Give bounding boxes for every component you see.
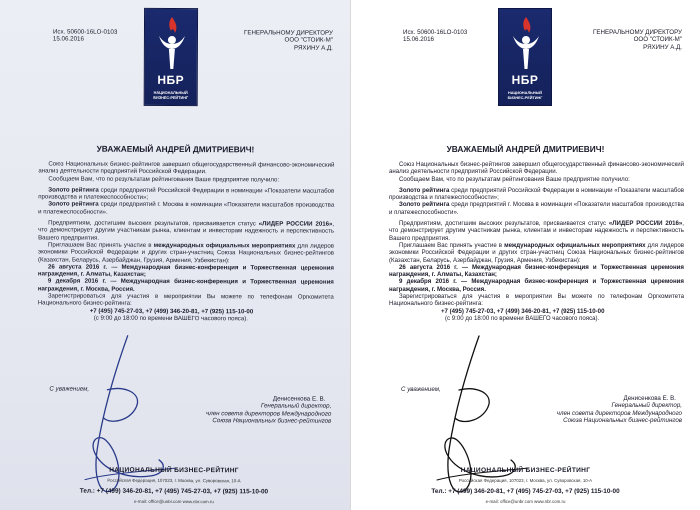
paragraph-invitation <box>389 242 684 264</box>
award-russia-text: среди предприятий Российской Федерации в номинации «Показатели масштабов производства и платежеспособности»; <box>389 186 684 202</box>
invitation-text-end: для лидеров экономики Российской Федерации и других стран-участниц Союза Национальных бизнес-рейтингов (Казахстан, Беларусь, Азербайджан, Грузия, Армения, Узбекистан): <box>389 241 685 264</box>
footer-organization: НАЦИОНАЛЬНЫЙ БИЗНЕС-РЕЙТИНГ <box>460 467 591 474</box>
event-moscow: 9 декабря 2016 г. — Международная бизнес-конференция и Торжественная церемония награждения, г. Москва, Россия. <box>37 277 334 293</box>
status-title: «ЛИДЕР РОССИИ 2016» <box>258 220 333 228</box>
registration-hours: (с 9:00 до 18:00 по времени ВАШЕГО часового пояса). <box>93 314 249 323</box>
footer-contacts: e-mail: office@unbr.com www.nbr.com.ru <box>134 498 214 505</box>
award-moscow-title: Золото рейтинга <box>48 200 99 209</box>
torch-icon <box>499 9 553 73</box>
invitation-events-title: международных официальных мероприятиях <box>153 241 296 250</box>
registration-phones: +7 (495) 745-27-03, +7 (499) 346-20-81, +7 (925) 115-10-00 <box>441 307 605 315</box>
logo-name-line2: БИЗНЕС-РЕЙТИНГ <box>507 95 543 100</box>
addressee-line2: ООО "СТОИК-М" <box>633 36 682 44</box>
award-russia <box>389 187 684 202</box>
letter-date: 15.06.2016 <box>403 36 434 44</box>
ref-number: Исх. 50600-16LO-0103 <box>52 28 118 36</box>
closing: С уважением, <box>401 386 441 393</box>
letter-body <box>389 161 684 322</box>
footer-phones: Тел.: +7 (499) 346-20-81, +7 (495) 745-27-03, +7 (925) 115-10-00 <box>79 487 269 496</box>
event-moscow: 9 декабря 2016 г. — Международная бизнес-конференция и Торжественная церемония награждения, г. Москва, Россия. <box>389 278 684 293</box>
signer-title2: член совета директоров Международного <box>556 409 682 417</box>
status-title: «ЛИДЕР РОССИИ 2016» <box>608 220 683 228</box>
signer-title3: Союза Национальных бизнес-рейтингов <box>212 417 332 425</box>
status-text-end: , что демонстрирует другим участникам рынка, клиентам и инвесторам надежность и перспективность Вашего предприятия. <box>38 220 335 242</box>
addressee-line3: РЯХИНУ А.Д. <box>293 44 333 52</box>
document-reference <box>53 28 117 43</box>
event-almaty: 26 августа 2016 г. — Международная бизнес-конференция и Торжественная церемония награждения, г. Алматы, Казахстан; <box>37 263 334 279</box>
signer-name: Денисенкова Е. В. <box>623 395 676 402</box>
document-reference <box>403 29 467 44</box>
signer-name: Денисенкова Е. В. <box>272 395 326 403</box>
award-moscow-text: среди предприятий г. Москва в номинации «Показатели масштабов производства и платежеспособности». <box>389 201 684 216</box>
award-russia <box>38 186 334 202</box>
nbr-logo <box>498 8 552 106</box>
addressee-line1: ГЕНЕРАЛЬНОМУ ДИРЕКТОРУ <box>593 29 682 36</box>
closing: С уважением, <box>49 385 90 393</box>
logo-abbreviation: НБР <box>511 73 539 87</box>
paragraph-analysis: Союз Национальных бизнес-рейтингов завершил общегосударственный финансово-экономический анализ деятельности предприятий Российской Федерации. <box>38 160 335 176</box>
signer-title2: член совета директоров Международного <box>206 409 332 418</box>
footer-contacts: e-mail: office@unbr.com www.nbr.com.ru <box>485 499 566 504</box>
paragraph-analysis: Союз Национальных бизнес-рейтингов завершил общегосударственный финансово-экономический анализ деятельности предприятий Российской Федерации. <box>389 161 684 176</box>
logo-name-line1: НАЦИОНАЛЬНЫЙ <box>153 90 188 96</box>
addressee-line1: ГЕНЕРАЛЬНОМУ ДИРЕКТОРУ <box>243 29 333 37</box>
letter-sheet-scan <box>351 0 700 510</box>
addressee-block <box>593 29 682 51</box>
nbr-logo <box>144 8 198 106</box>
signer-title1: Генеральный директор, <box>611 402 682 410</box>
award-moscow <box>389 201 684 216</box>
invitation-text-start: Приглашаем Вас принять участие в <box>399 241 505 249</box>
salutation: УВАЖАЕМЫЙ АНДРЕЙ ДМИТРИЕВИЧ! <box>446 144 605 154</box>
paragraph-results: Сообщаем Вам, что по результатам рейтингования Ваше предприятие получило: <box>48 175 280 184</box>
addressee-line2: ООО "СТОИК-М" <box>284 36 333 45</box>
footer-address: Российская Федерация, 107023, г. Москва, ул. Суворовская, 10-А <box>458 478 593 483</box>
torch-icon <box>145 9 199 73</box>
award-russia-title: Золото рейтинга <box>48 186 99 194</box>
invitation-events-title: международных официальных мероприятиях <box>504 241 646 249</box>
footer-address: Российская Федерация, 107023, г. Москва, ул. Суворовская, 10-А <box>107 477 241 484</box>
status-text-start: Предприятиям, достигшим высоких результатов, присваивается статус <box>399 220 609 228</box>
logo-name <box>147 91 195 100</box>
invitation-text-end: для лидеров экономики Российской Федерации и других стран-участниц Союза Национальных бизнес-рейтингов (Казахстан, Беларусь, Азербайджан, Грузия, Армения, Узбекистан): <box>37 242 335 264</box>
logo-name-line2: БИЗНЕС-РЕЙТИНГ <box>153 95 189 100</box>
registration-hours: (с 9:00 до 18:00 по времени ВАШЕГО часового пояса). <box>445 314 600 322</box>
addressee-block <box>244 29 333 52</box>
paragraph-invitation <box>38 241 334 264</box>
footer-organization: НАЦИОНАЛЬНЫЙ БИЗНЕС-РЕЙТИНГ <box>109 466 239 475</box>
logo-name-line1: НАЦИОНАЛЬНЫЙ <box>507 91 543 95</box>
paragraph-status <box>38 219 334 242</box>
letter-body <box>38 160 335 323</box>
salutation: УВАЖАЕМЫЙ АНДРЕЙ ДМИТРИЕВИЧ! <box>96 143 255 155</box>
document-scan-panel <box>350 0 700 510</box>
award-russia-text: среди предприятий Российской Федерации в номинации «Показатели масштабов производства и платежеспособности»; <box>38 186 335 202</box>
award-moscow-title: Золото рейтинга <box>399 201 450 209</box>
award-moscow <box>38 201 334 217</box>
event-almaty: 26 августа 2016 г. — Международная бизнес-конференция и Торжественная церемония награждения, г. Алматы, Казахстан; <box>389 263 684 279</box>
award-russia-title: Золото рейтинга <box>399 186 450 194</box>
paragraph-status <box>389 220 684 242</box>
award-moscow-text: среди предприятий г. Москва в номинации «Показатели масштабов производства и платежеспособности». <box>38 201 335 216</box>
registration-phones: +7 (495) 745-27-03, +7 (499) 346-20-81, +7 (925) 115-10-00 <box>89 307 254 315</box>
footer-phones: Тел.: +7 (499) 346-20-81, +7 (495) 745-27-03, +7 (925) 115-10-00 <box>431 488 620 495</box>
handwritten-signature <box>419 330 539 510</box>
paragraph-registration: Зарегистрироваться для участия в мероприятии Вы можете по телефонам Оргкомитета Национального бизнес-рейтинга: <box>389 293 684 308</box>
logo-name <box>501 91 549 100</box>
paragraph-results: Сообщаем Вам, что по результатам рейтингования Ваше предприятие получило: <box>399 175 630 183</box>
ref-number: Исх. 50600-16LO-0103 <box>403 29 468 36</box>
status-text-start: Предприятиям, достигшим высоких результатов, присваивается статус <box>48 219 259 228</box>
paragraph-registration: Зарегистрироваться для участия в мероприятии Вы можете по телефонам Оргкомитета Национального бизнес-рейтинга: <box>37 292 334 308</box>
signer-title1: Генеральный директор, <box>260 402 332 411</box>
logo-abbreviation: НБР <box>157 72 185 88</box>
status-text-end: , что демонстрирует другим участникам рынка, клиентам и инвесторам надежность и перспективность Вашего предприятия. <box>389 220 684 242</box>
signer-title3: Союза Национальных бизнес-рейтингов <box>563 417 682 425</box>
invitation-text-start: Приглашаем Вас принять участие в <box>48 241 154 249</box>
letter-date: 15.06.2016 <box>52 35 84 44</box>
addressee-line3: РЯХИНУ А.Д. <box>643 43 682 51</box>
